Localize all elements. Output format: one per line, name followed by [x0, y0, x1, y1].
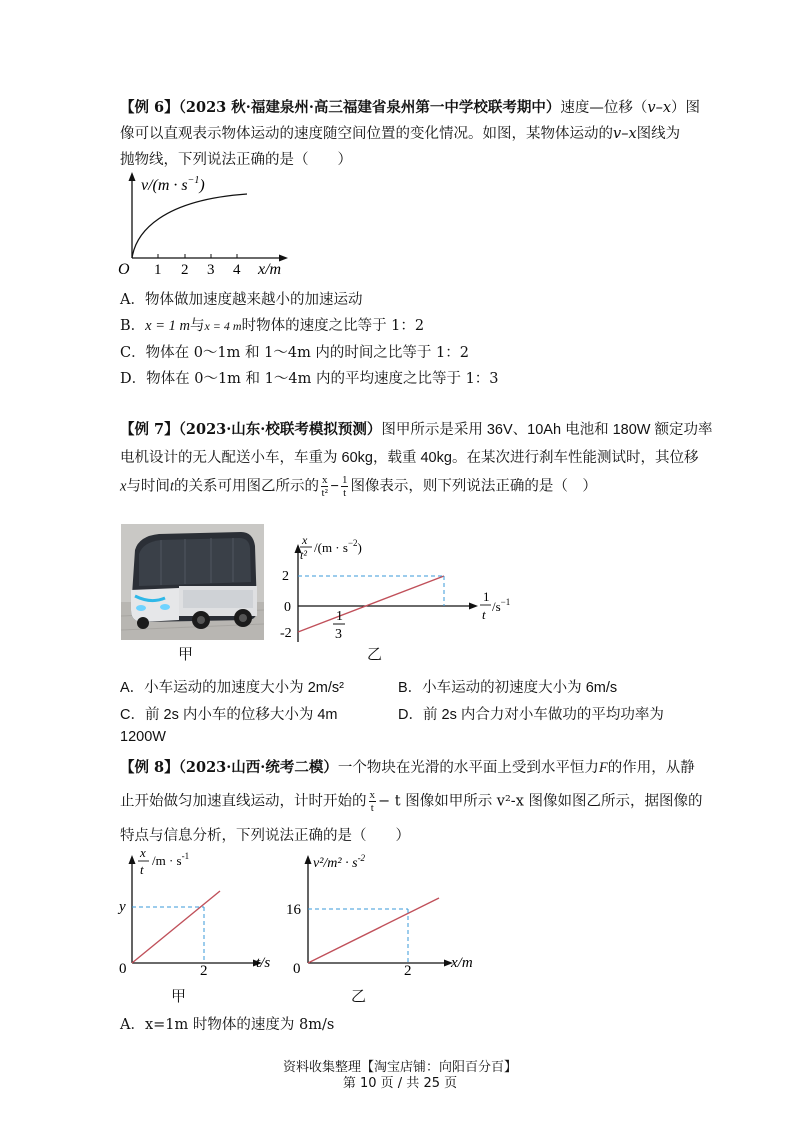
q8-source: （2023·山西·统考二模） [178, 759, 338, 776]
q6-xtick-label-3: 3 [207, 262, 215, 278]
q6-line1-text: 速度—位移（ [560, 100, 648, 116]
q8a-x-mark: 2 [200, 963, 208, 975]
q7-ylabel-den: t² [300, 548, 307, 562]
q8-graph-a [112, 845, 292, 975]
q7-caption-a: 甲 [178, 645, 194, 663]
q7-line2-text: 电机设计的无人配送小车，车重为 60kg，载重 40kg。在某次进行刹车性能测试时，其位移 [120, 450, 699, 466]
q8b-line [308, 898, 439, 963]
q7-xlabel-den: t [482, 607, 486, 622]
q7-caption-b: 乙 [367, 645, 383, 663]
q8b-x-mark: 2 [404, 963, 412, 975]
q6-option-b-math1: x = 1 m [145, 318, 190, 334]
q7-x-frac-den: 3 [335, 627, 342, 642]
q8-line3-text: 特点与信息分析，下列说法正确的是（ ） [120, 828, 410, 844]
q6-option-b-mid: 与 [189, 318, 205, 334]
q8b-ylabel: $v^2/m^2 \cdot s^{-2}$ [313, 853, 366, 871]
q8a-ylabel-num: x [140, 845, 146, 860]
q8-line2-b: − t 图像如甲所示 v²-x 图像如图乙所示，据图像的 [378, 793, 703, 810]
q6-xtick-label-4: 4 [233, 262, 241, 278]
q7-vehicle-photo [121, 524, 264, 640]
q6-line1-end: ）图 [671, 100, 701, 116]
footer-page-number: 第 10 页 / 共 25 页 [342, 1076, 458, 1091]
q6-origin: O [118, 261, 130, 278]
q8-line1-a: 一个物块在光滑的水平面上受到水平恒力 [337, 760, 599, 776]
q7-frac-1-t: $\frac{1}{t}$ [341, 474, 348, 499]
q6-source: （2023 秋·福建泉州·高三福建省泉州第一中学校联考期中） [178, 99, 561, 116]
q6-line3 [120, 148, 352, 169]
q7-x-arrow [469, 603, 478, 610]
q8-caption-b: 乙 [351, 987, 367, 1005]
q7-option-c: C．前 2s 内小车的位移大小为 4m [120, 707, 338, 723]
q8-line1 [120, 756, 695, 777]
q8a-ylabel-den: t [140, 862, 144, 877]
q6-option-b-math2: x = 4 m [204, 319, 242, 333]
q7-option-b: B．小车运动的初速度大小为 6m/s [398, 680, 618, 696]
q6-line2 [120, 122, 680, 143]
q7-xlabel-unit: $/s^{-1}$ [492, 597, 511, 614]
q8-caption-a: 甲 [171, 987, 187, 1005]
q8-option-a: A．x=1m 时物体的速度为 8m/s [120, 1017, 335, 1033]
q7-option-a: A．小车运动的加速度大小为 2m/s² [120, 680, 344, 696]
q7-frac-x-t2: $\frac{x}{\text{t²}}$ [321, 474, 328, 499]
q7-y-top: 2 [282, 569, 289, 584]
q7-var-x: x [120, 478, 127, 495]
q6-xtick-label-1: 1 [154, 262, 162, 278]
q6-ylabel: $v/(m \cdot s^{-1})$ [141, 175, 205, 194]
q6-y-arrow [129, 172, 136, 181]
q6-option-b-text: 时物体的速度之比等于 1：2 [241, 318, 425, 334]
q7-minus: − [330, 478, 339, 495]
q6-line3-text: 抛物线，下列说法正确的是（ ） [120, 152, 352, 168]
q7-x-frac-num: 1 [336, 609, 343, 624]
q7-line1 [120, 418, 713, 439]
q6-vx-var: v–x [647, 100, 672, 116]
q8-line3 [120, 824, 410, 845]
q8a-line [132, 891, 220, 963]
q7-option-d: D．前 2s 内合力对小车做功的平均功率为 [398, 707, 664, 723]
q7-line2 [120, 446, 698, 467]
q6-xlabel: x/m [258, 261, 282, 278]
q7-xlabel-num: 1 [483, 589, 490, 604]
q7-line3-a: 与时间 [126, 478, 170, 495]
q6-option-c: C．物体在 0～1m 和 1～4m 内的时间之比等于 1：2 [120, 345, 469, 361]
q7-line [298, 576, 444, 632]
q8b-xlabel: x/m [451, 955, 473, 971]
q6-option-b [120, 314, 424, 335]
q8b-y-mark: 16 [286, 902, 301, 918]
q8-tag: 【例 8】 [120, 759, 179, 776]
q6-option-d: D．物体在 0～1m 和 1～4m 内的平均速度之比等于 1：3 [120, 371, 499, 387]
q7-tag: 【例 7】 [120, 421, 179, 438]
q6-tag: 【例 6】 [120, 99, 179, 116]
q8a-xlabel: t/s [256, 955, 271, 971]
q7-var-t: t [169, 478, 174, 495]
q8-graph-b [283, 845, 483, 975]
q6-option-b-label: B． [120, 318, 146, 334]
q8a-y-arrow [129, 855, 136, 864]
q7-line3-c: 图像表示，则下列说法正确的是（ ） [350, 478, 597, 495]
q6-graph [112, 170, 312, 280]
q8a-ylabel-unit: $/m \cdot s^{-1}$ [152, 851, 190, 868]
q7-source: （2023·山东·校联考模拟预测） [178, 421, 382, 438]
q8b-y-arrow [305, 855, 312, 864]
q6-line2-var: v–x [613, 126, 637, 142]
q7-line1-text: 图甲所示是采用 36V、10Ah 电池和 180W 额定功率 [381, 422, 713, 438]
q7-y-bottom: -2 [280, 626, 292, 641]
q7-line3-b: 的关系可用图乙所示的 [173, 478, 319, 495]
q7-ylabel-unit: $/(m \cdot s^{-2})$ [314, 538, 362, 555]
q7-line3 [120, 474, 597, 499]
q6-line1 [120, 96, 700, 117]
footer-source: 资料收集整理【淘宝店铺：向阳百分百】 [282, 1060, 517, 1075]
q8-var-F: F [598, 760, 608, 776]
q8-line1-b: 的作用，从静 [607, 760, 695, 776]
q6-line2-text: 像可以直观表示物体运动的速度随空间位置的变化情况。如图，某物体运动的 [120, 126, 613, 142]
q6-line2-end: 图线为 [636, 126, 681, 142]
q6-curve [132, 194, 247, 258]
q8a-origin: 0 [119, 961, 127, 975]
q7-ylabel-num: x [302, 533, 308, 547]
q7-graph [278, 532, 518, 667]
q8b-origin: 0 [293, 961, 301, 975]
q7-y-zero: 0 [284, 600, 291, 615]
q8a-y-mark: y [119, 899, 126, 915]
q6-option-a: A．物体做加速度越来越小的加速运动 [120, 292, 363, 308]
q6-xtick-label-2: 2 [181, 262, 189, 278]
q8-line2 [120, 789, 703, 814]
q7-option-d-cont: 1200W [120, 729, 166, 745]
q8-line2-a: 止开始做匀加速直线运动，计时开始的 [120, 793, 367, 810]
q8-frac-x-t: $\frac{x}{t}$ [369, 789, 375, 814]
